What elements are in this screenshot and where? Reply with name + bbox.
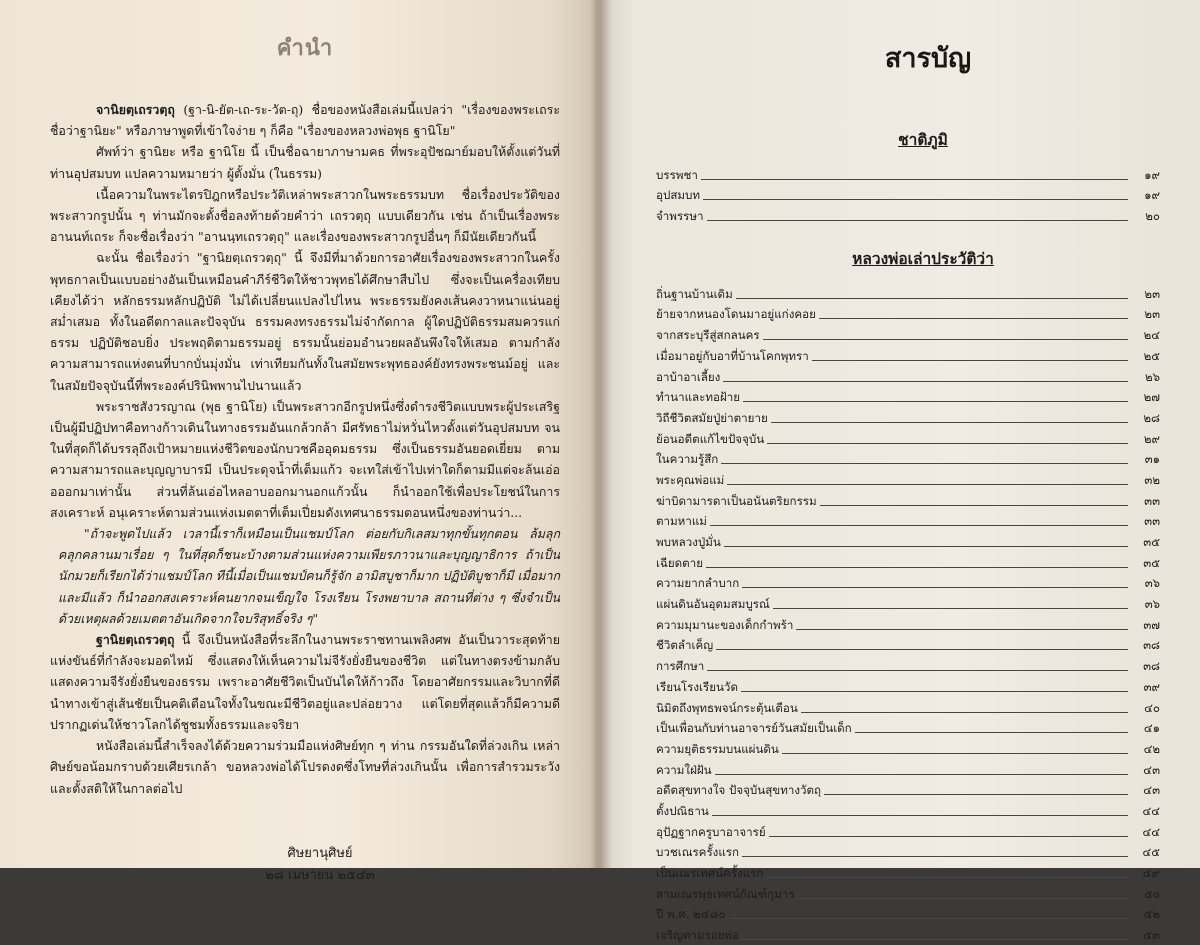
toc-entry[interactable] xyxy=(656,324,1160,345)
toc-page-number: ๕๓ xyxy=(1143,928,1160,943)
signature-block xyxy=(50,843,560,887)
preface-paragraph: ฉะนั้น ชื่อเรื่องว่า "ฐานิยตฺเถรวตฺถุ" นี้ จึงมีที่มาด้วยการอาศัยเรื่องของพระสาวกในครั้งพุทธกาลเป็นแบบอย่างอันเป็นเหมือนคำภีร์ชีวิตให้ชาวพุทธได้ศึกษาสืบไป ซึ่งจะเป็นเครื่องเทียบเคียงได้ว่า หลักธรรมหลักปฏิบัติ ไม่ได้เปลี่ยนแปลงไปไหน พระธรรมยังคงเส้นคงวาหนาแน่นอยู่สม่ำเสมอ ทั้งในอดีตกาลและปัจจุบัน ธรรมคงทรงธรรมไม่จำกัดกาล ผู้ใดปฏิบัติธรรมสมควรแก่ธรรม ปฏิบัติชอบยิ่ง ประพฤติตามธรรมอยู่ ธรรมนั้นย่อมอำนวยผลอันพึงใจให้เสมอ ตามกำลังความสามารถแห่งตนที่บากบั่นมุ่งมั่น เท่าเทียมกันทั้งในสมัยพระพุทธองค์ยังทรงพระชนม์อยู่ และในสมัยปัจจุบันนี้ที่พระองค์ปรินิพพานไปนานแล้ว xyxy=(50,250,560,393)
toc-entry-title: ปี พ.ศ. ๒๔๘๐ xyxy=(656,907,726,922)
sermon-quote: "ถ้าจะพูดไปแล้ว เวลานี้เราก็เหมือนเป็นแชมป์โลก ต่อยกับกิเลสมาทุกขั้นทุกตอน ล้มลุกคลุกคลานมาเรื่อย ๆ ในที่สุดก็ชนะบ้างตามส่วนแห่งความเพียรภาวนาและบุญญาธิการ ถ้าเป็นนักมวยก็เรียกได้ว่าแชมป์โลก ทีนี้เมื่อเป็นแชมป์คนก็รู้จัก อามิสบูชาก็มาก ปฏิบัติบูชาก็มี เมื่อมากและมีแล้ว ก็นำออกสงเคราะห์คนยากจนเข็ญใจ โรงเรียน โรงพยาบาล สถานที่ต่าง ๆ ซึ่งจำเป็นด้วยเหตุผลด้วยเมตตาอันเกิดจากใจบริสุทธิ์จริง ๆ" xyxy=(58,526,560,626)
toc-entry-title: ทำนาและทอฝ้าย xyxy=(656,390,741,405)
toc-leader-line xyxy=(782,753,1128,754)
toc-page-number: ๓๗ xyxy=(1143,617,1160,632)
toc-section-heading: ชาติภูมิ xyxy=(898,130,948,149)
toc-leader-line xyxy=(706,567,1128,568)
toc-page-number: ๓๑ xyxy=(1144,452,1160,467)
toc-leader-line xyxy=(820,505,1128,506)
toc-entry[interactable] xyxy=(656,676,1160,697)
paragraph-text: (ฐา-นิ-ยัต-เถ-ระ-วัต-ถุ) ชื่อของหนังสือเล่มนี้แปลว่า "เรื่องของพระเถระชื่อว่าฐานิยะ" หรือภาษาพูดที่เข้าใจง่าย ๆ ก็คือ "เรื่องของหลวงพ่อพุธ ฐานิโย" xyxy=(50,102,560,139)
toc-leader-line xyxy=(729,918,1128,919)
toc-entry[interactable] xyxy=(656,511,1160,532)
toc-leader-line xyxy=(701,179,1128,180)
toc-page-number: ๔๓ xyxy=(1143,762,1160,777)
toc-entry[interactable] xyxy=(656,304,1160,325)
preface-paragraph: พระราชสังวรญาณ (พุธ ฐานิโย) เป็นพระสาวกอีกรูปหนึ่งซึ่งดำรงชีวิตแบบพระผู้ประเสริฐ เป็นผู้มีปฏิปทาคือทางก้าวเดินในทางธรรมอันแกล้วกล้า มีศรัทธาไม่หวั่นไหวตั้งแต่วันอุปสมบท จนในที่สุดก็ได้บรรลุถึงเป้าหมายแห่งชีวิตของนักบวชคืออุดมธรรม ซึ่งเป็นธรรมอันยอดเยี่ยม ตามความสามารถและบุญญาบารมี เป็นประดุจน้ำที่เต็มแก้ว จะเทใส่เข้าไปเท่าใดก็ตามมีแต่จะล้นเอ่ออออกมาเท่านั้น ส่วนที่ล้นเอ่อไหลอาบออกมานอกแก้วนั้น ก็นำออกใช้เพื่อประโยชน์ในการสงเคราะห์ อนุเคราะห์ตามส่วนแห่งเมตตาที่เต็มเปี่ยมดังเทศนาธรรมตอนหนึ่งของท่านว่า... xyxy=(50,398,560,520)
toc-entry[interactable] xyxy=(656,552,1160,573)
table-of-contents xyxy=(656,127,1160,945)
toc-leader-line xyxy=(763,339,1128,340)
toc-page-number: ๑๙ xyxy=(1144,167,1160,182)
toc-entry-title: ย้อนอดีตแก้ไขปัจจุบัน xyxy=(656,431,765,446)
toc-entry-title: เฉียดตาย xyxy=(656,555,704,570)
toc-leader-line xyxy=(798,898,1128,899)
toc-page-number: ๕๐ xyxy=(1144,886,1160,901)
toc-page-number: ๒๐ xyxy=(1145,209,1160,224)
toc-leader-line xyxy=(812,360,1128,361)
toc-page-number: ๒๓ xyxy=(1144,307,1160,322)
toc-entry-title: จากสระบุรีสู่สกลนคร xyxy=(656,328,760,343)
toc-leader-line xyxy=(707,670,1128,671)
toc-page-number: ๒๔ xyxy=(1143,328,1160,343)
toc-leader-line xyxy=(727,484,1128,485)
toc-entry[interactable] xyxy=(656,283,1160,304)
toc-entry-title: เป็นเณรเทศน์ครั้งแรก xyxy=(656,866,764,880)
toc-entry-title: เมื่อมาอยู่กับอาที่บ้านโคกพุทรา xyxy=(656,348,809,363)
toc-entry-title: นิมิตถึงพุทธพจน์กระตุ้นเตือน xyxy=(656,700,798,715)
toc-entry[interactable] xyxy=(656,635,1160,656)
toc-entry[interactable] xyxy=(656,800,1160,821)
toc-leader-line xyxy=(824,794,1128,795)
preface-title: คำนำ xyxy=(276,35,334,61)
toc-entry-title: พบหลวงปู่มั่น xyxy=(656,535,721,549)
toc-section-heading: หลวงพ่อเล่าประวัติว่า xyxy=(852,249,994,269)
toc-page-number: ๓๖ xyxy=(1144,576,1160,591)
toc-entry[interactable] xyxy=(656,614,1160,635)
toc-page-number: ๒๕ xyxy=(1143,348,1160,363)
toc-entry-title: ความยุติธรรมบนแผ่นดิน xyxy=(656,741,779,756)
toc-leader-line xyxy=(742,856,1128,857)
toc-page-number: ๕๒ xyxy=(1143,907,1160,922)
toc-page-number: ๓๓ xyxy=(1144,493,1160,508)
toc-leader-line xyxy=(715,774,1128,775)
toc-leader-line xyxy=(742,587,1128,588)
toc-entry[interactable] xyxy=(656,780,1160,801)
toc-leader-line xyxy=(796,629,1128,630)
toc-entry[interactable] xyxy=(656,428,1160,449)
toc-entry-title: ความมุมานะของเด็กกำพร้า xyxy=(656,617,794,632)
toc-entry[interactable] xyxy=(656,490,1160,511)
toc-page-number: ๔๔ xyxy=(1142,824,1160,839)
toc-leader-line xyxy=(724,546,1128,547)
toc-entry[interactable] xyxy=(656,842,1160,863)
toc-page-number: ๒๙ xyxy=(1143,431,1160,446)
toc-entry[interactable] xyxy=(656,205,1160,226)
toc-entry[interactable] xyxy=(656,407,1160,428)
toc-entry-title: วิถีชีวิตสมัยปู่ย่าตายาย xyxy=(656,410,768,425)
toc-page-number: ๓๕ xyxy=(1143,535,1160,549)
toc-page-number: ๒๖ xyxy=(1144,369,1160,384)
toc-entry-title: ย้ายจากหนองโดนมาอยู่แก่งคอย xyxy=(656,307,816,322)
toc-list xyxy=(656,283,1160,945)
toc-leader-line xyxy=(716,649,1128,650)
toc-entry[interactable] xyxy=(656,531,1160,552)
toc-entry-title: อดีตสุขทางใจ ปัจจุบันสุขทางวัตถุ xyxy=(656,783,822,798)
toc-entry-title: อุปสมบท xyxy=(656,188,701,203)
toc-leader-line xyxy=(771,422,1128,423)
toc-entry-title: ชีวิตลำเค็ญ xyxy=(656,638,714,653)
book-name: ฐานิยตฺเถรวตฺถุ xyxy=(96,632,175,648)
toc-leader-line xyxy=(769,836,1128,837)
toc-leader-line xyxy=(723,381,1128,382)
toc-leader-line xyxy=(742,939,1128,940)
toc-page-number: ๒๗ xyxy=(1143,390,1160,405)
toc-leader-line xyxy=(741,691,1128,692)
toc-entry-title: สามเณรพุธเทศน์กัณฑ์กุมาร xyxy=(656,886,795,901)
toc-entry-title: อุปัฏฐากครูบาอาจารย์ xyxy=(656,824,766,839)
toc-page-number: ๑๙ xyxy=(1144,188,1160,203)
toc-leader-line xyxy=(766,877,1128,878)
toc-entry[interactable] xyxy=(656,345,1160,366)
toc-entry-title: เจริญตามรอยพ่อ xyxy=(656,928,740,943)
signature-date: ๒๘ เมษายน ๒๕๔๓ xyxy=(265,867,375,883)
toc-leader-line xyxy=(767,443,1128,444)
toc-entry[interactable] xyxy=(656,387,1160,408)
toc-entry[interactable] xyxy=(656,738,1160,759)
toc-page-number: ๔๕ xyxy=(1142,845,1160,860)
toc-entry-title: เรียนโรงเรียนวัด xyxy=(656,679,738,694)
preface-paragraph: เนื้อความในพระไตรปิฎกหรือประวัติเหล่าพระสาวกในพระธรรมบท ชื่อเรื่องประวัติของพระสาวกรูปนั้น ๆ ท่านมักจะตั้งชื่อลงท้ายด้วยคำว่า เถรวตฺถุ แบบเดียวกัน เช่น ถ้าเป็นเรื่องพระอานนท์เถระ ก็จะชื่อเรื่องว่า "อานนฺทเถรวตฺถุ" และเรื่องของพระสาวกรูปอื่นๆ ก็มีนัยเดียวกันนี้ xyxy=(50,186,560,245)
toc-leader-line xyxy=(710,525,1128,526)
toc-entry[interactable] xyxy=(656,469,1160,490)
toc-leader-line xyxy=(736,298,1128,299)
toc-page-number: ๔๐ xyxy=(1144,700,1160,715)
toc-page-number: ๔๔ xyxy=(1142,803,1160,818)
toc-entry-title: ถิ่นฐานบ้านเดิม xyxy=(656,286,733,301)
toc-leader-line xyxy=(721,463,1128,464)
book-name: จานิยตฺเถรวตฺถุ xyxy=(96,102,175,117)
toc-page-number: ๓๘ xyxy=(1143,638,1160,653)
toc-entry-title: แผ่นดินอันอุดมสมบูรณ์ xyxy=(656,597,770,612)
toc-entry[interactable] xyxy=(656,655,1160,676)
toc-page-number: ๔๑ xyxy=(1143,721,1160,736)
preface-paragraph: ศัพท์ว่า ฐานิยะ หรือ ฐานิโย นี้ เป็นชื่อฉายาภาษามคธ ที่พระอุปัชฌาย์มอบให้ตั้งแต่วันที่ท่านอุปสมบท แปลความหมายว่า ผู้ตั้งมั่น (ในธรรม) xyxy=(50,144,560,181)
toc-leader-line xyxy=(743,401,1128,402)
toc-entry[interactable] xyxy=(656,883,1160,904)
toc-page-number: ๓๓ xyxy=(1144,514,1160,529)
toc-entry[interactable] xyxy=(656,821,1160,842)
preface-paragraph xyxy=(50,629,560,735)
toc-entry-title: ตามหาแม่ xyxy=(656,514,707,529)
toc-entry[interactable] xyxy=(656,366,1160,387)
toc-page-number: ๒๓ xyxy=(1144,286,1160,301)
toc-entry[interactable] xyxy=(656,573,1160,594)
toc-entry[interactable] xyxy=(656,697,1160,718)
contents-title: สารบัญ xyxy=(884,43,972,74)
book-gutter xyxy=(590,0,612,868)
toc-page-number: ๓๒ xyxy=(1144,472,1160,487)
toc-entry-title: จำพรรษา xyxy=(656,209,704,224)
toc-list xyxy=(656,164,1160,226)
paragraph-text: นี้ จึงเป็นหนังสือที่ระลึกในงานพระราชทานเพลิงศพ อันเป็นวาระสุดท้ายแห่งขันธ์ที่กำลังจะมอดไหม้ ซึ่งแสดงให้เห็นความไม่จีรังยั่งยืนของชีวิต แต่ในทางตรงข้ามกลับแสดงความจีรังยั่งยืนของธรรม เพราะอาศัยชีวิตเป็นบันไดให้ก้าวถึง โดยอาศัยกรรมและวิบากที่ดีนำทางเข้าสู่เส้นชัยเป็นคติเตือนใจทั้งในขณะมีชีวิตอยู่และปล่อยวาง แต่โดยที่สุดแล้วก็มีความดีปรากฏเด่นให้ชาวโลกได้ชูชมทั้งธรรมและจริยา xyxy=(50,632,560,732)
toc-entry-title: บรรพชา xyxy=(656,167,698,182)
toc-leader-line xyxy=(855,732,1128,733)
toc-entry-title: ความใฝ่ฝัน xyxy=(656,762,712,777)
toc-leader-line xyxy=(819,318,1128,319)
toc-page-number: ๔๒ xyxy=(1143,741,1160,756)
toc-entry-title: อาบ้าอาเลี้ยง xyxy=(656,369,721,384)
signature: ศิษยานุศิษย์ xyxy=(287,845,353,861)
toc-page-number: ๓๕ xyxy=(1143,555,1160,570)
toc-entry[interactable] xyxy=(656,164,1160,185)
toc-entry[interactable] xyxy=(656,759,1160,780)
toc-leader-line xyxy=(773,608,1128,609)
toc-entry[interactable] xyxy=(656,185,1160,206)
toc-page-number: ๓๙ xyxy=(1143,679,1160,694)
toc-entry-title: พระคุณพ่อแม่ xyxy=(656,472,725,487)
toc-entry-title: ฆ่าบิดามารดาเป็นอนันตริยกรรม xyxy=(656,493,817,508)
toc-entry-title: ตั้งปณิธาน xyxy=(656,803,709,818)
toc-leader-line xyxy=(712,815,1128,816)
toc-entry[interactable] xyxy=(656,924,1160,945)
preface-closing: หนังสือเล่มนี้สำเร็จลงได้ด้วยความร่วมมือแห่งศิษย์ทุก ๆ ท่าน กรรมอันใดที่ล่วงเกิน เหล่าศิษย์ขอน้อมกราบด้วยเศียรเกล้า ขอหลวงพ่อได้โปรดงดซึ่งโทษที่ล่วงเกินนั้น เพื่อการสำรวมระวังและตั้งสติให้ในกาลต่อไป xyxy=(50,738,560,796)
toc-leader-line xyxy=(703,199,1128,200)
toc-leader-line xyxy=(707,220,1128,221)
preface-paragraph xyxy=(50,99,560,141)
toc-entry[interactable] xyxy=(656,904,1160,925)
toc-page-number: ๓๘ xyxy=(1143,659,1160,674)
toc-entry-title: การศึกษา xyxy=(656,659,705,674)
toc-page-number: ๒๘ xyxy=(1143,410,1160,425)
toc-entry-title: บวชเณรครั้งแรก xyxy=(656,845,740,860)
contents-page xyxy=(598,0,1200,943)
toc-leader-line xyxy=(801,712,1128,713)
toc-page-number: ๔๓ xyxy=(1143,783,1160,798)
toc-entry[interactable] xyxy=(656,862,1160,883)
toc-entry[interactable] xyxy=(656,449,1160,470)
preface-page xyxy=(0,0,598,883)
toc-page-number: ๓๖ xyxy=(1144,597,1160,612)
toc-entry-title: ความยากลำบาก xyxy=(656,576,740,591)
toc-entry[interactable] xyxy=(656,593,1160,614)
toc-entry-title: เป็นเพื่อนกับท่านอาจารย์วันสมัยเป็นเด็ก xyxy=(656,721,852,736)
toc-entry[interactable] xyxy=(656,718,1160,739)
toc-entry-title: ในความรู้สึก xyxy=(656,452,719,467)
toc-page-number: ๔๙ xyxy=(1142,866,1160,880)
